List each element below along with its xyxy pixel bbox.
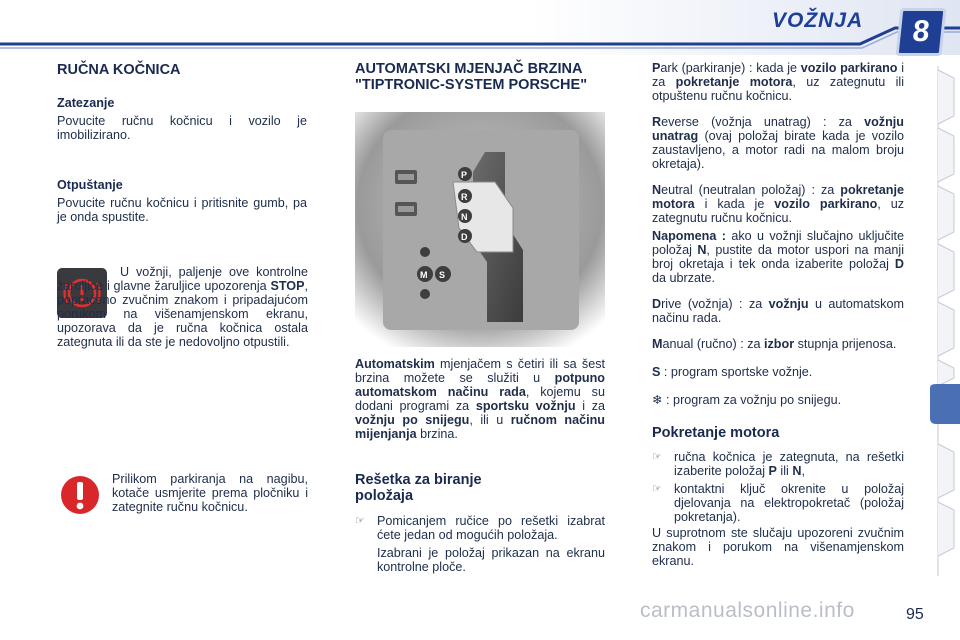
engine-start-note: U suprotnom ste slučaju upozoreni zvučnim znakom i porukom na višenamjenskom ekranu.	[652, 526, 904, 568]
position-neutral: Neutral (neutralan položaj) : za pokretanje motora i kada je vozilo parkirano, uz zategnutu ručnu kočnicu.	[652, 183, 904, 225]
chapter-number-badge: 8	[895, 8, 946, 56]
tighten-title: Zatezanje	[57, 96, 115, 110]
gear-letter-r: R	[461, 192, 468, 202]
gear-selector-photo	[355, 112, 605, 347]
brake-warning-text	[57, 265, 308, 349]
parking-brake-column	[57, 62, 307, 224]
page-number: 95	[906, 606, 924, 623]
selector-grid-bullet: ☞ Pomicanjem ručice po rešetki izabrat ćete jedan od mogućih položaja.	[355, 514, 605, 542]
engine-start-bullet-2: ☞ kontaktni ključ okrenite u položaj djelovanja na elektropokretač (položaj pokretanja).	[652, 482, 904, 524]
position-sport: S : program sportske vožnje.	[652, 365, 813, 379]
gear-letter-m: M	[420, 270, 428, 280]
parking-brake-heading: RUČNA KOČNICA	[57, 62, 181, 78]
parking-slope-text: Prilikom parkiranja na nagibu, kotače usmjerite prema pločniku i zategnite ručnu kočnicu.	[112, 472, 308, 514]
pointing-hand-icon: ☞	[652, 451, 662, 463]
position-drive: Drive (vožnja) : za vožnju u automatskom načinu rada.	[652, 297, 904, 325]
chapter-side-tabs	[926, 66, 960, 576]
gear-letter-d: D	[461, 232, 468, 242]
release-title: Otpuštanje	[57, 178, 123, 192]
gear-letter-n: N	[461, 212, 468, 222]
selector-grid-heading: Rešetka za biranje položaja	[355, 472, 482, 504]
site-watermark: carmanualsonline.info	[640, 599, 855, 622]
selector-grid-note: Izabrani je položaj prikazan na ekranu kontrolne ploče.	[377, 546, 605, 574]
gear-letter-s: S	[439, 270, 446, 280]
pointing-hand-icon: ☞	[355, 515, 365, 527]
position-park: Park (parkiranje) : kada je vozilo parkirano i za pokretanje motora, uz zategnutu ili otpuštenu ručnu kočnicu.	[652, 61, 904, 103]
release-text: Povucite ručnu kočnicu i pritisnite gumb, pa je onda spustite.	[57, 196, 307, 224]
pointing-hand-icon: ☞	[652, 483, 662, 495]
warning-part1: U vožnji, paljenje ove kontrolne žaruljice i glavne žaruljice upozorenja	[57, 265, 308, 293]
position-reverse: Reverse (vožnja unatrag) : za vožnju unatrag (ovaj položaj birate kada je vozilo zaustavljeno, a motor radi na malom broju okretaja).	[652, 115, 904, 171]
caution-exclamation-icon	[60, 475, 100, 515]
neutral-note: Napomena : ako u vožnji slučajno uključite položaj N, pustite da motor uspori na manji broj okretaja i tek onda izaberite položaj D da ubrzate.	[652, 229, 904, 285]
engine-start-heading: Pokretanje motora	[652, 425, 780, 441]
snowflake-icon: ❄	[652, 393, 663, 407]
gear-letter-p: P	[461, 170, 468, 180]
tighten-text: Povucite ručnu kočnicu i vozilo je imobilizirano.	[57, 114, 307, 142]
stop-word: STOP	[270, 279, 305, 293]
warning-part2: , popraćeno zvučnim znakom i pripadajućom porukom na višenamjenskom ekranu, upozorava da je ručna kočnica ostala zategnuta ili da ste je nedovoljno otpustili.	[57, 279, 308, 349]
chapter-title: VOŽNJA	[772, 9, 864, 32]
gearbox-column	[355, 61, 605, 93]
gearbox-heading: AUTOMATSKI MJENJAČ BRZINA "TIPTRONIC-SYSTEM PORSCHE"	[355, 61, 588, 93]
gearbox-intro-text: Automatskim mjenjačem s četiri ili sa šest brzina možete se služiti u potpuno automatskom načinu rada, kojemu su dodani programi za sportsku vožnju i za vožnju po snijegu, ili u ručnom načinu mijenjanja brzina.	[355, 357, 605, 441]
position-manual: Manual (ručno) : za izbor stupnja prijenosa.	[652, 337, 897, 351]
engine-start-bullet-1: ☞ ručna kočnica je zategnuta, na rešetki izaberite položaj P ili N,	[652, 450, 904, 478]
position-snow: ❄ : program za vožnju po snijegu.	[652, 393, 842, 407]
positions-column	[652, 61, 904, 568]
